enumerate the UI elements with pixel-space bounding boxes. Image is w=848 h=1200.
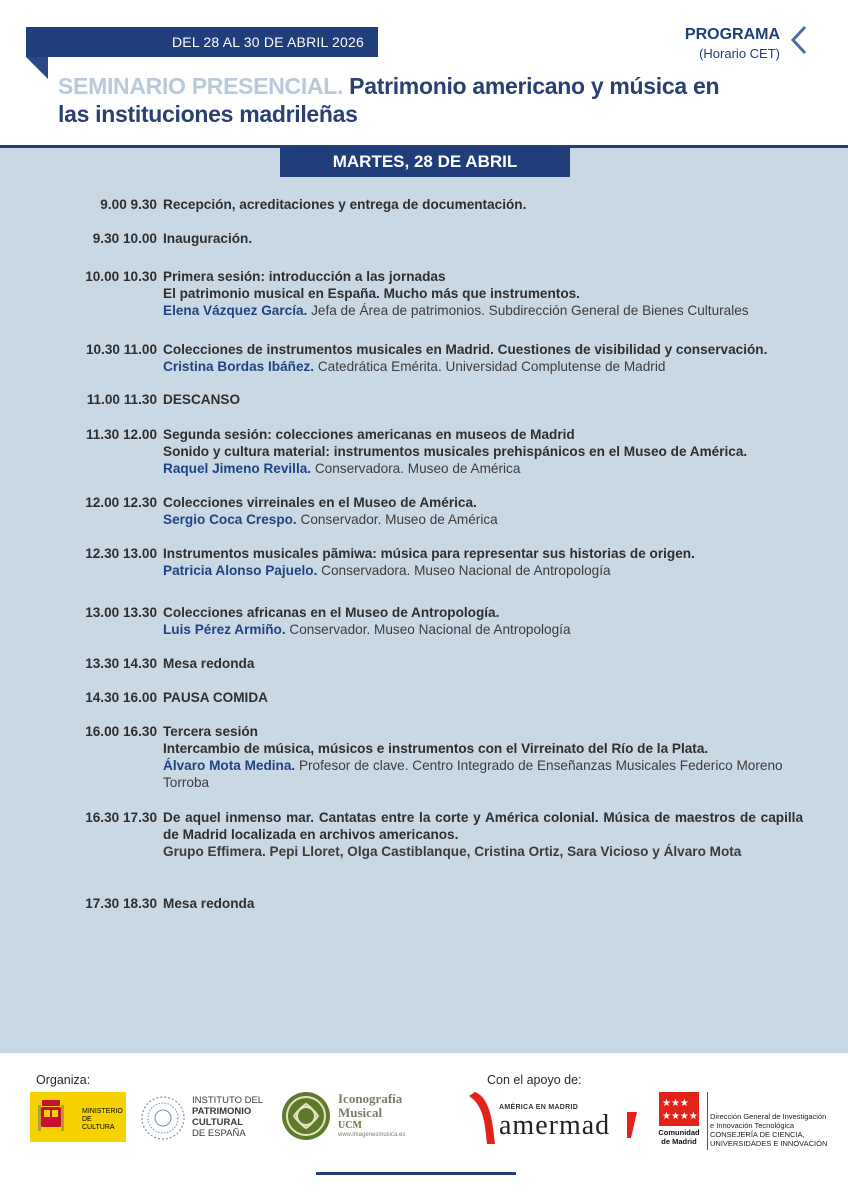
entry-line: Instrumentos musicales pãmiwa: música para representar sus historias de origen. [163,546,695,561]
speaker [163,621,803,638]
banner-fold [26,57,48,79]
entry-line: Colecciones africanas en el Museo de Antropología. [163,605,500,620]
organiza-label: Organiza: [36,1073,91,1087]
speaker [163,757,803,791]
speaker-role: Conservadora. Museo Nacional de Antropología [317,563,611,578]
entry-time: 12.00 12.30 [85,495,157,510]
speaker-role: Conservadora. Museo de América [311,461,521,476]
speaker [163,460,803,477]
cm-flag [659,1092,699,1126]
performers: Grupo Effimera. Pepi Lloret, Olga Castiblanque, Cristina Ortiz, Sara Vicioso y Álvaro Mota [163,844,742,859]
speaker-role: Catedrática Emérita. Universidad Complutense de Madrid [314,359,666,374]
entry-line: Intercambio de música, músicos e instrumentos con el Virreinato del Río de la Plata. [163,741,709,756]
stars-icon [659,1092,699,1126]
entry-line: Colecciones de instrumentos musicales en Madrid. Cuestiones de visibilidad y conservación. [163,342,768,357]
entry-line: El patrimonio musical en España. Mucho más que instrumentos. [163,286,580,301]
speaker-name: Raquel Jimeno Revilla. [163,461,312,476]
entry-line: Colecciones virreinales en el Museo de América. [163,495,477,510]
seminar-heading [58,72,748,128]
day-title: MARTES, 28 DE ABRIL [280,147,570,177]
ipce-line: DE ESPAÑA [192,1128,246,1139]
entry-line: PAUSA COMIDA [163,690,268,705]
iconografia-musical-logo [280,1090,420,1144]
entry-line: De aquel inmenso mar. Cantatas entre la corte y América colonial. Música de maestros de capilla de Madrid localizada en archivos americanos. [163,810,803,842]
ipce-line: INSTITUTO DEL [192,1095,264,1106]
speaker-name: Patricia Alonso Pajuelo. [163,563,318,578]
entry-time: 9.00 9.30 [100,197,157,212]
entry-time: 13.00 13.30 [85,605,157,620]
cm-text-line: UNIVERSIDADES E INNOVACIÓN [710,1139,828,1148]
speaker-role: Jefa de Área de patrimonios. Subdirección General de Bienes Culturales [307,303,749,318]
entry-time: 10.30 11.00 [85,342,157,357]
ipce-logo [140,1093,270,1143]
entry-time: 11.00 11.30 [86,392,157,407]
entry-time: 17.30 18.30 [85,896,157,911]
entry-line: Recepción, acreditaciones y entrega de documentación. [163,197,527,212]
svg-text:★★★: ★★★ [662,1098,689,1109]
ipce-line: CULTURAL [192,1117,244,1128]
ipce-emblem-icon [140,1095,186,1141]
speaker-name: Cristina Bordas Ibáñez. [163,359,315,374]
seminar-title: Patrimonio americano y música en las instituciones madrileñas [58,73,720,127]
entry-time: 16.30 17.30 [85,810,157,825]
apoyo-label: Con el apoyo de: [487,1073,582,1087]
speaker [163,511,803,528]
coat-of-arms-icon [36,1097,66,1137]
date-banner [26,27,378,57]
iconografia-line: UCM [338,1120,362,1131]
event-dates: DEL 28 AL 30 DE ABRIL 2026 [172,34,364,50]
entry-line: Mesa redonda [163,896,255,911]
speaker-name: Sergio Coca Crespo. [163,512,297,527]
speaker [163,562,803,579]
entry-time: 12.30 13.00 [85,546,157,561]
ipce-line: PATRIMONIO [192,1106,252,1117]
entry-line: Primera sesión: introducción a las jornadas [163,269,446,284]
cm-text-line: CONSEJERÍA DE CIENCIA, [710,1130,805,1139]
cm-text-line: Dirección General de Investigación [710,1112,827,1121]
speaker-name: Álvaro Mota Medina. [163,758,296,773]
speaker-name: Elena Vázquez García. [163,303,308,318]
entry-line: Mesa redonda [163,656,255,671]
speaker [163,358,803,375]
entry-time: 11.30 12.00 [85,427,157,442]
footer-rule [316,1172,516,1175]
speaker-name: Luis Pérez Armiño. [163,622,286,637]
knot-emblem-icon [280,1090,332,1142]
seminar-prefix: SEMINARIO PRESENCIAL. [58,73,344,99]
speaker [163,302,803,319]
entry-time: 16.00 16.30 [85,724,157,739]
program-title: PROGRAMA [684,26,780,43]
ministerio-text: MINISTERIO DE CULTURA [82,1108,123,1131]
cm-divider [707,1092,708,1150]
entry-line: Inauguración. [163,231,253,246]
chevron-left-icon[interactable] [788,24,810,56]
ministerio-cultura-logo [30,1092,126,1142]
entry-time: 10.00 10.30 [85,269,157,284]
entry-line: Tercera sesión [163,724,258,739]
iconografia-url: www.imagenesmusica.es [338,1132,406,1138]
cm-name-line: de Madrid [661,1137,697,1146]
svg-text:★★★★: ★★★★ [662,1111,698,1122]
entry-time: 9.30 10.00 [92,231,157,246]
amermad-wordmark: amermad [499,1110,611,1141]
entry-time: 13.30 14.30 [85,656,157,671]
entry-line: DESCANSO [163,392,241,407]
iconografia-line: Musical [338,1105,383,1120]
speaker-role: Conservador. Museo de América [296,512,498,527]
program-subtitle: (Horario CET) [699,46,780,61]
entry-line: Segunda sesión: colecciones americanas en museos de Madrid [163,427,575,442]
cm-text-line: e Innovación Tecnológica [710,1121,795,1130]
entry-line: Sonido y cultura material: instrumentos musicales prehispánicos en el Museo de América. [163,444,748,459]
comunidad-madrid-logo [655,1092,703,1154]
red-mark-icon [625,1110,639,1140]
speaker-role: Conservador. Museo Nacional de Antropología [285,622,571,637]
amermad-top: AMÉRICA EN MADRID [499,1104,579,1111]
cm-name-line: Comunidad [658,1128,700,1137]
entry-time: 14.30 16.00 [85,690,157,705]
speaker-role: Profesor de clave. Centro Integrado de Enseñanzas Musicales Federico Moreno Torroba [163,758,783,790]
amermad-logo [465,1088,645,1148]
iconografia-line: Iconografía [338,1091,403,1106]
